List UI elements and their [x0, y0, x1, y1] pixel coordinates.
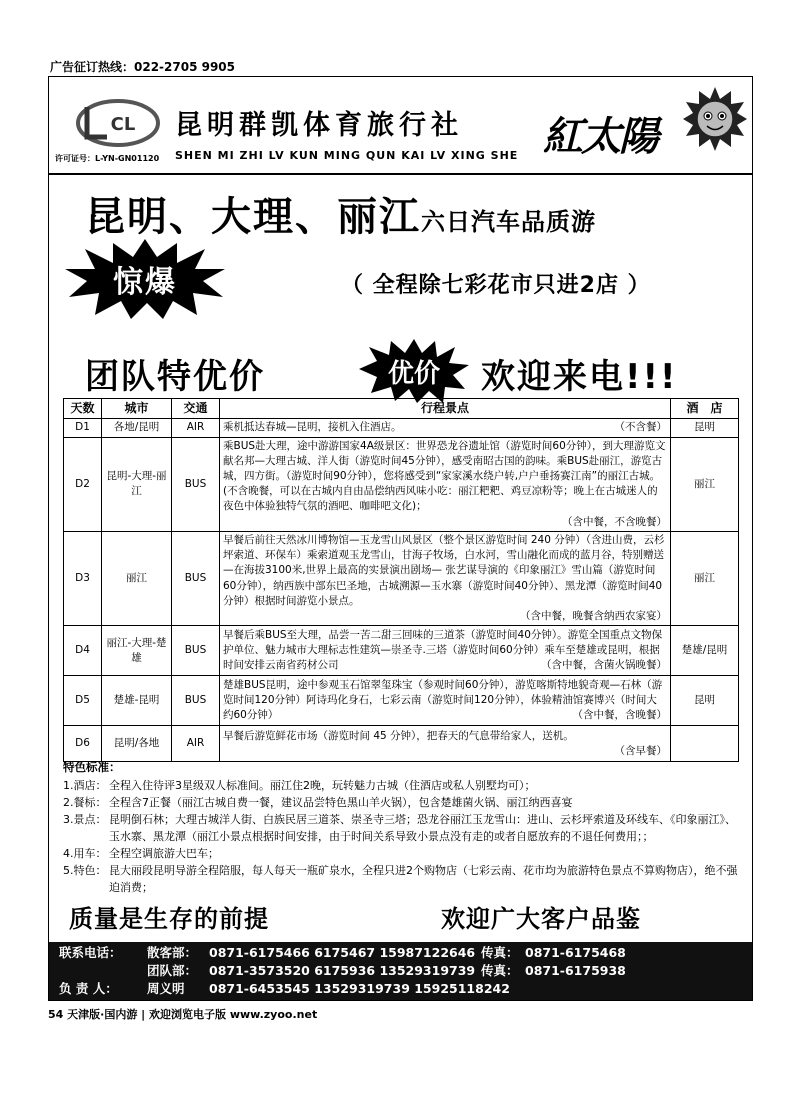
- itinerary-cell: [220, 726, 671, 762]
- meal-note: （含中餐，不含晚餐）: [562, 515, 667, 528]
- dept-label: 散客部：: [147, 945, 198, 960]
- hotel-cell: 丽江: [671, 437, 739, 531]
- manager-label: 负 责 人：: [59, 981, 118, 996]
- standard-key: 4.用车：: [63, 847, 107, 860]
- logo-text: CL: [110, 114, 136, 135]
- table-row: [64, 626, 739, 676]
- hotel-cell: 昆明: [671, 419, 739, 437]
- meal-note: （含中餐，晚餐含纳西农家宴）: [520, 610, 667, 623]
- day-cell: D3: [64, 531, 102, 625]
- standard-value: 全程空调旅游大巴车；: [109, 847, 219, 860]
- transport-cell: BUS: [172, 676, 220, 726]
- hotel-cell: 丽江: [671, 531, 739, 625]
- city-cell: 昆明-大理-丽江: [102, 437, 172, 531]
- table-row: [64, 531, 739, 625]
- header-transport: 交通: [172, 399, 220, 419]
- meal-note: （不含餐）: [614, 421, 667, 434]
- itinerary-text: 早餐后游览鲜花市场（游览时间 45 分钟），把春天的气息带给家人，送机。: [223, 729, 574, 742]
- offer-right: 欢迎来电!!!: [481, 357, 678, 397]
- fax-number: 0871-6175938: [525, 963, 626, 978]
- phone-label: 联系电话：: [59, 945, 122, 960]
- standard-value: 昆大丽段昆明导游全程陪服，每人每天一瓶矿泉水，全程只进2个购物店（七彩云南、花市均为旅游特色景点不算购物店），绝不强迫消费；: [109, 864, 738, 895]
- table-header-row: [64, 399, 739, 419]
- license-number: 许可证号：L-YN-GN01120: [55, 154, 160, 163]
- contact-row: [59, 962, 742, 980]
- city-cell: 昆明/各地: [102, 726, 172, 762]
- transport-cell: BUS: [172, 531, 220, 625]
- meal-note: （含中餐，含菌火锅晚餐）: [541, 659, 667, 672]
- transport-cell: AIR: [172, 726, 220, 762]
- standard-key: 2.餐标：: [63, 795, 107, 809]
- offer-banner: [85, 345, 725, 397]
- standards-title: 特色标准：: [63, 760, 121, 774]
- tour-headline: [85, 185, 596, 242]
- phone-numbers: 0871-6175466 6175467 15987122646: [209, 945, 476, 960]
- city-cell: 各地/昆明: [102, 419, 172, 437]
- headline-main: 昆明、大理、丽江: [85, 194, 421, 240]
- transport-cell: AIR: [172, 419, 220, 437]
- hotel-cell: 楚雄/昆明: [671, 626, 739, 676]
- shock-burst: [65, 239, 225, 319]
- table-row: [64, 676, 739, 726]
- itinerary-cell: [220, 626, 671, 676]
- itinerary-cell: [220, 437, 671, 531]
- itinerary-table: [63, 398, 739, 762]
- meal-note: （含早餐）: [614, 744, 667, 757]
- itinerary-cell: [220, 419, 671, 437]
- standard-value: 昆明倒石林；大理古城洋人街、白族民居三道茶、崇圣寺三塔；恐龙谷丽江玉龙雪山：进山、云杉坪索道及环线车、《印象丽江》、玉水寨、黑龙潭（丽江小景点根据时间安排，由于时间关系导致小景点没有走的或者自愿放弃的不退任何费用；；: [109, 812, 736, 843]
- city-cell: 丽江-大理-楚雄: [102, 626, 172, 676]
- itinerary-text: 早餐后前往天然冰川博物馆—玉龙雪山风景区（整个景区游览时间 240 分钟）（含进山费，云杉坪索道、环保车）乘索道观玉龙雪山，甘海子牧场，白水河，雪山融化而成的蓝月谷，特别赠送—在海拔3100米,世界上最高的实景演出剧场— 张艺谋导演的《印象丽江》雪山篇（游览时间60分钟），纳西族中部东巴圣地，古城溯源—玉水寨（游览时间40分钟）、黑龙潭（游览时间40分钟）根据时间游览小景点。: [223, 533, 665, 607]
- hotel-cell: 昆明: [671, 676, 739, 726]
- hotel-cell: [671, 726, 739, 762]
- standard-key: 1.酒店：: [63, 778, 107, 792]
- list-item: [63, 811, 739, 845]
- table-row: [64, 437, 739, 531]
- standard-value: 全程含7正餐（丽江古城自费一餐，建议品尝特色黑山羊火锅），包含楚雄菌火锅、丽江纳西喜宴: [109, 795, 573, 809]
- contact-row: [59, 944, 742, 962]
- standard-key: 5.特色：: [63, 864, 107, 878]
- day-cell: D1: [64, 419, 102, 437]
- itinerary-text: 乘机抵达春城—昆明，接机入住酒店。: [223, 421, 402, 434]
- day-cell: D5: [64, 676, 102, 726]
- standard-key: 3.景点：: [63, 812, 107, 826]
- header-city: 城市: [102, 399, 172, 419]
- standard-value: 全程入住待评3星级双人标准间。丽江住2晚，玩转魅力古城（住酒店或私人别墅均可）；: [109, 778, 536, 792]
- itinerary-text: 楚雄BUS昆明，途中参观玉石馆翠玺珠宝（参观时间60分钟），游览喀斯特地貌奇观—石林（游览时间120分钟）阿诗玛化身石，七彩云南（游览时间120分钟），体验精油馆赛博兴（时间大约60分钟）: [223, 678, 663, 722]
- page-footer: 54 天津版·国内游 | 欢迎浏览电子版 www.zyoo.net: [48, 1008, 318, 1021]
- list-item: [63, 845, 739, 862]
- agency-logo: [73, 97, 163, 149]
- table-row: [64, 419, 739, 437]
- list-item: [63, 794, 739, 811]
- headline-sub: 六日汽车品质游: [421, 208, 596, 236]
- day-cell: D6: [64, 726, 102, 762]
- header-itinerary: 行程景点: [220, 399, 671, 419]
- slogans: [69, 899, 739, 934]
- dept-label: 团队部：: [147, 963, 198, 978]
- table-row: [64, 726, 739, 762]
- standards-section: [63, 759, 739, 896]
- list-item: [63, 862, 739, 896]
- agency-name: 昆明群凯体育旅行社: [175, 110, 463, 141]
- offer-left: 团队特优价: [85, 357, 265, 397]
- burst-label: 惊爆: [113, 265, 177, 300]
- fax-label: 传真：: [481, 945, 519, 960]
- shops-note: （ 全程除七彩花市只进2店 ）: [341, 273, 651, 298]
- transport-cell: BUS: [172, 626, 220, 676]
- brand-name: 紅太陽: [543, 113, 657, 160]
- day-cell: D4: [64, 626, 102, 676]
- header-day: 天数: [64, 399, 102, 419]
- offer-badge: 优价: [387, 358, 440, 389]
- fax-number: 0871-6175468: [525, 945, 626, 960]
- manager-name: 周义明: [147, 981, 185, 996]
- itinerary-text: 早餐后乘BUS至大理，品尝一苦二甜三回味的三道茶（游览时间40分钟）。游览全国重点文物保护单位、魅力城市大理标志性建筑—崇圣寺.三塔（游览时间60分钟）乘车至楚雄或昆明，根据时间安排云南省药材公司: [223, 628, 663, 672]
- list-item: [63, 777, 739, 794]
- transport-cell: BUS: [172, 437, 220, 531]
- itinerary-text: 乘BUS赴大理，途中游游国家4A级景区：世界恐龙谷遗址馆（游览时间60分钟），到大理游览文献名邦—大理古城、洋人街（游览时间45分钟），感受南昭古国的韵味。乘BUS赴丽江，游览古城，四方街。（游览时间90分钟），您将感受到“家家溪水绕户转,户户垂扬赛江南”的丽江古城。(不含晚餐，可以在古城内自由品偿纳西风味小吃：丽江粑粑、鸡豆凉粉等；晚上在古城迷人的夜色中体验独特气氛的酒吧、咖啡吧文化)；: [223, 439, 666, 513]
- city-cell: 丽江: [102, 531, 172, 625]
- slogan-quality: 质量是生存的前提: [69, 905, 269, 933]
- day-cell: D2: [64, 437, 102, 531]
- agency-header: [49, 77, 752, 175]
- price-burst: [359, 339, 469, 403]
- city-cell: 楚雄-昆明: [102, 676, 172, 726]
- phone-numbers: 0871-3573520 6175936 13529319739: [209, 963, 476, 978]
- itinerary-cell: [220, 676, 671, 726]
- contact-row: [59, 980, 742, 998]
- meal-note: （含中餐，含晚餐）: [572, 709, 667, 722]
- fax-label: 传真：: [481, 963, 519, 978]
- ad-hotline: 广告征订热线：022-2705 9905: [50, 60, 236, 74]
- agency-pinyin: SHEN MI ZHI LV KUN MING QUN KAI LV XING SHE: [175, 149, 519, 162]
- header-hotel: 酒 店: [671, 399, 739, 419]
- slogan-welcome: 欢迎广大客户品鉴: [441, 905, 641, 933]
- itinerary-cell: [220, 531, 671, 625]
- manager-phones: 0871-6453545 13529319739 15925118242: [209, 981, 510, 996]
- sun-mascot-icon: [681, 85, 749, 153]
- contact-bar: [49, 942, 752, 1000]
- advert-frame: [48, 76, 753, 1001]
